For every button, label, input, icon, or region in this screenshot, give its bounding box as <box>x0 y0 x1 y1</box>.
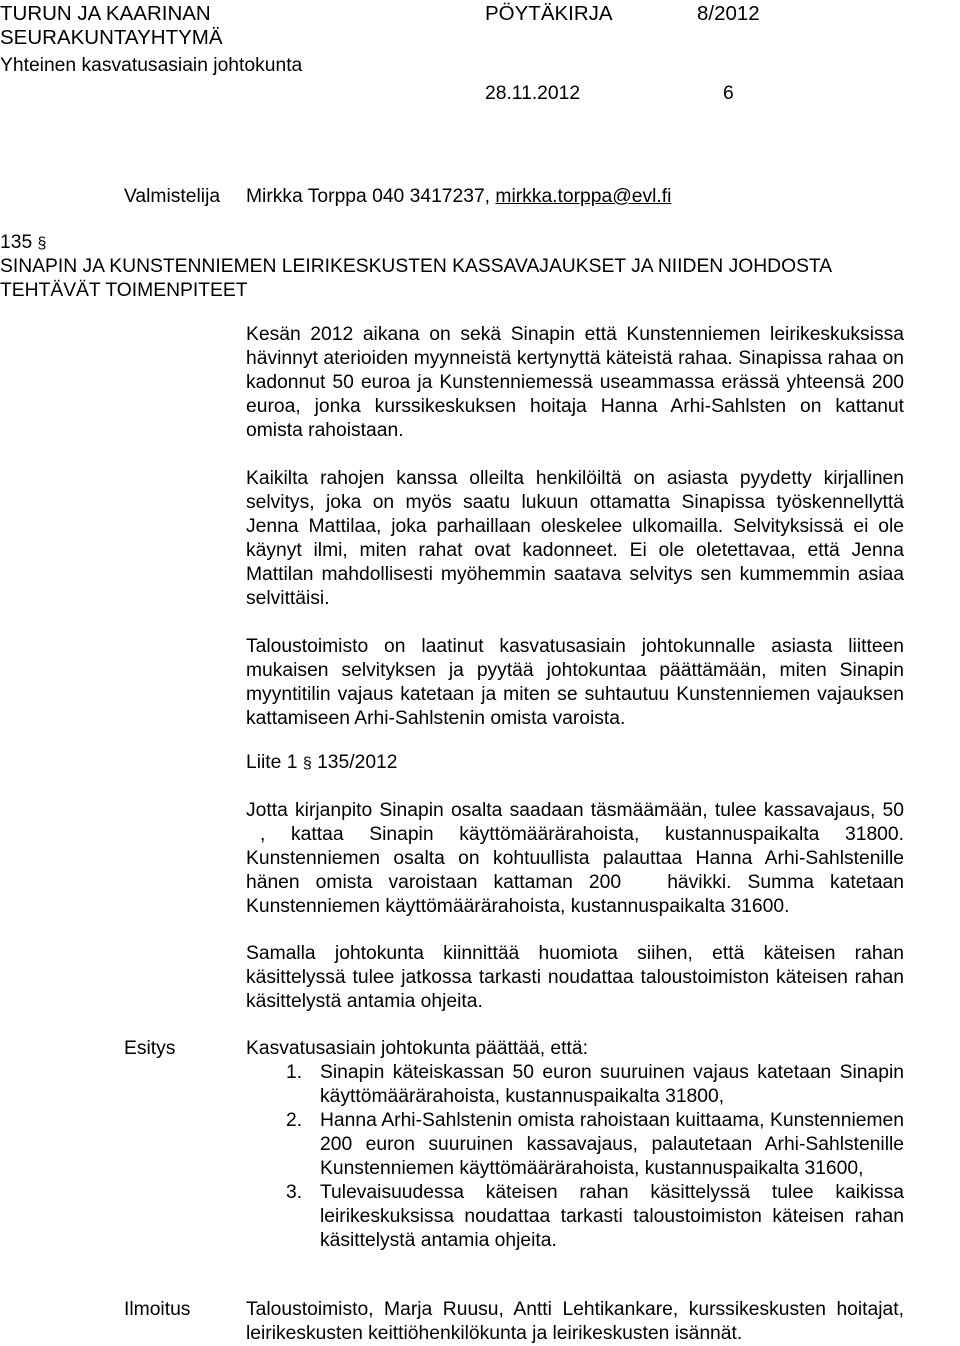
paragraph-1: Kesän 2012 aikana on sekä Sinapin että Kunstenniemen leirikeskuksissa hävinnyt aterioiden myynneistä kertynyttä käteistä rahaa. Sinapissa rahaa on kadonnut 50 euroa ja Kunstenniemessä useammassa erässä yhteensä 200 euroa, jonka kurssikeskuksen hoitaja Hanna Arhi-Sahlsten on kattanut omista rahoistaan. <box>246 324 904 441</box>
list-item <box>246 1109 904 1181</box>
proposal-intro: Kasvatusasiain johtokunta päättää, että: <box>246 1038 588 1059</box>
section-number <box>0 231 46 256</box>
doc-number: 8/2012 <box>697 2 760 25</box>
paragraph-4-part3: hävikki. Summa katetaan Kunstenniemen käyttömäärärahoista, kustannuspaikalta 31600. <box>246 872 905 917</box>
list-item <box>246 1061 904 1109</box>
preparer-label: Valmistelija <box>124 186 221 207</box>
preparer-info <box>246 185 671 209</box>
paragraph-2: Kaikilta rahojen kanssa olleilta henkilöiltä on asiasta pyydetty kirjallinen selvitys, joka on myös saatu lukuun ottamatta Sinapissa työskennellyttä Jenna Mattilaa, joka parhaillaan oleskelee ulkomailla. Selvityksissä ei ole käynyt ilmi, miten rahat ovat kadonneet. Ei ole oletettavaa, että Jenna Mattilan mahdollisesti myöhemmin saatava selvitys sen kummemmin asiaa selvittäisi. <box>246 468 904 609</box>
list-item-number: 1. <box>286 1062 303 1083</box>
meeting-date: 28.11.2012 <box>485 83 581 104</box>
paragraph-5: Samalla johtokunta kiinnittää huomiota siihen, että käteisen rahan käsittelyssä tulee jatkossa tarkasti noudattaa taloustoimiston käteisen rahan käsittelystä antamia ohjeita. <box>246 943 904 1012</box>
paragraph-4-part1: Jotta kirjanpito Sinapin osalta saadaan täsmäämään, tulee kassavajaus, 50 <box>246 800 904 821</box>
list-item <box>246 1181 904 1253</box>
attachment-reference <box>246 751 398 776</box>
list-item-text: Tulevaisuudessa käteisen rahan käsittelyssä tulee kaikissa leirikeskuksissa noudattaa tarkasti taloustoimiston käteisen rahan käsittelystä antamia ohjeita. <box>320 1182 904 1251</box>
attachment-suffix: 135/2012 <box>311 752 398 773</box>
list-item-text: Hanna Arhi-Sahlstenin omista rahoistaan kuittaama, Kunstenniemen 200 euron suuruinen kassavajaus, palautetaan Arhi-Sahlstenille Kunstenniemen käyttömäärärahoista, kustannuspaikalta 31600, <box>320 1110 904 1179</box>
section-symbol: § <box>37 235 47 252</box>
doc-type: PÖYTÄKIRJA <box>485 2 613 25</box>
preparer-contact: Mirkka Torppa 040 3417237, <box>246 186 496 207</box>
org-name: TURUN JA KAARINAN <box>0 2 211 25</box>
org-unit: SEURAKUNTAYHTYMÄ <box>0 26 223 49</box>
section-title-line2: TEHTÄVÄT TOIMENPITEET <box>0 280 248 301</box>
section-number-value: 135 <box>0 232 33 253</box>
notice-text: Taloustoimisto, Marja Ruusu, Antti Lehtikankare, kurssikeskusten hoitajat, leirikeskusten keittiöhenkilökunta ja leirikeskusten isännät. <box>246 1299 904 1344</box>
attachment-prefix: Liite 1 <box>246 752 303 773</box>
list-item-number: 3. <box>286 1182 303 1203</box>
proposal-label: Esitys <box>124 1038 176 1059</box>
page-number: 6 <box>723 83 734 104</box>
section-title-line1: SINAPIN JA KUNSTENNIEMEN LEIRIKESKUSTEN KASSAVAJAUKSET JA NIIDEN JOHDOSTA <box>0 256 833 277</box>
paragraph-4-part2: , kattaa Sinapin käyttömäärärahoista, kustannuspaikalta 31800. Kunstenniemen osalta on kohtuullista palauttaa Hanna Arhi-Sahlstenille hänen omista varoistaan kattaman 200 <box>246 824 904 893</box>
list-item-number: 2. <box>286 1110 303 1131</box>
committee-name: Yhteinen kasvatusasiain johtokunta <box>0 55 303 76</box>
preparer-email-link[interactable]: mirkka.torppa@evl.fi <box>495 186 672 207</box>
proposal-list <box>246 1061 904 1253</box>
attachment-symbol: § <box>302 755 312 772</box>
notice-label: Ilmoitus <box>124 1299 191 1320</box>
paragraph-3: Taloustoimisto on laatinut kasvatusasiain johtokunnalle asiasta liitteen mukaisen selvityksen ja pyytää johtokuntaa päättämään, miten Sinapin myyntitilin vajaus katetaan ja miten se suhtautuu Kunstenniemen vajauksen kattamiseen Arhi-Sahlstenin omista varoista. <box>246 636 904 729</box>
paragraph-4 <box>246 799 904 919</box>
list-item-text: Sinapin käteiskassan 50 euron suuruinen vajaus katetaan Sinapin käyttömäärärahoista, kustannuspaikalta 31800, <box>320 1062 904 1107</box>
